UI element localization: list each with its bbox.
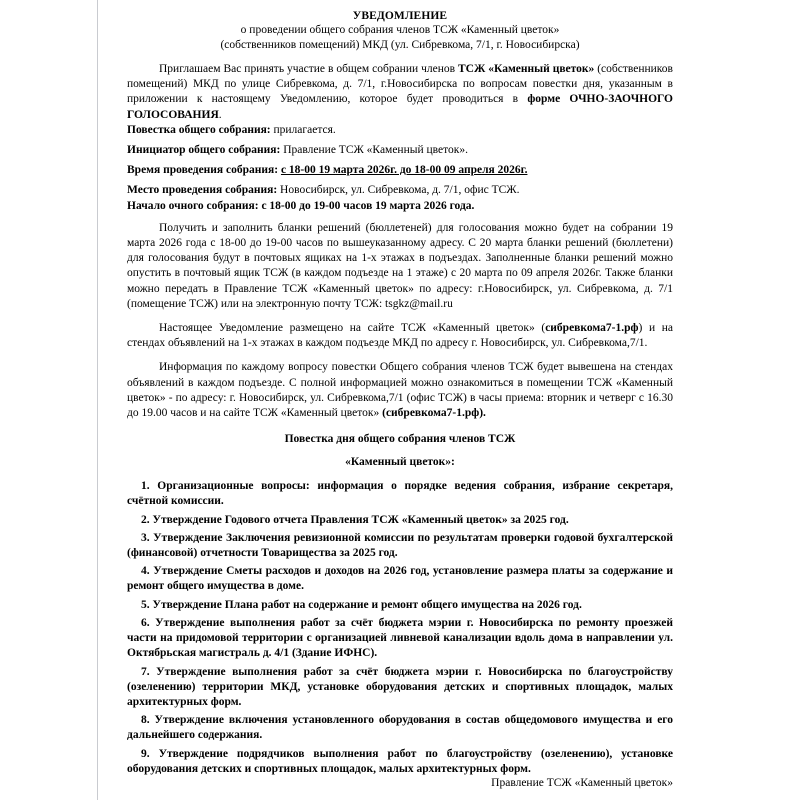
signature-block: Правление ТСЖ «Каменный цветок»: [491, 777, 673, 789]
document-content: [127, 9, 673, 777]
agenda-item: 7. Утверждение выполнения работ за счёт бюджета мэрии г. Новосибирска по благоустройству (озеленению) территории МКД, установке оборудования детских и спортивных площадок, малых архитектурных форм.: [127, 665, 673, 708]
voting-form-bold: форме ОЧНО-ЗАОЧНОГО ГОЛОСОВАНИЯ: [127, 93, 673, 121]
meeting-time-label: Время проведения собрания:: [127, 164, 279, 177]
document-subtitle-line1: о проведении общего собрания членов ТСЖ «Каменный цветок»: [240, 24, 560, 36]
agenda-item: 8. Утверждение включения установленного оборудования в состав общедомового имущества и его дальнейшего содержания.: [127, 714, 673, 742]
website-bold-2: (сибревкома7-1.рф).: [382, 407, 486, 420]
agenda-item: 4. Утверждение Сметы расходов и доходов на 2026 год, установление размера платы за содержание и ремонт общего имущества в доме.: [127, 565, 673, 593]
website-bold-1: сибревкома7-1.рф: [545, 322, 639, 335]
agenda-attached-label: Повестка общего собрания:: [127, 123, 271, 136]
agenda-item: 9. Утверждение подрядчиков выполнения работ по благоустройству (озеленению), установке оборудования детских и спортивных площадок, малых архитектурных форм.: [127, 747, 673, 775]
invitation-text-1: Приглашаем Вас принять участие в общем собрании членов: [159, 63, 458, 75]
initiator-line: [127, 143, 673, 158]
hoa-name-bold-1: ТСЖ «Каменный цветок»: [457, 63, 595, 75]
initiator-label: Инициатор общего собрания:: [127, 144, 281, 157]
agenda-heading-line1: Повестка дня общего собрания членов ТСЖ: [284, 433, 516, 446]
invitation-paragraph: [127, 62, 673, 123]
agenda-attached-value: прилагается.: [270, 123, 336, 136]
meeting-time-line: [127, 163, 673, 178]
page-gutter-rule: [97, 0, 98, 800]
ballot-instructions-paragraph: Получить и заполнить бланки решений (бюллетеней) для голосования можно будет на собрании 19 марта 2026 года с 18-00 до 19-00 часов по вышеуказанному адресу. С 20 марта бланки решений (бюллетени) для голосования будут в почтовых ящиках на 1-х этажах в подъездах. Заполненные бланки решений можно опустить в почтовый ящик ТСЖ (в каждом подъезде на 1 этаже) с 20 марта по 09 апреля 2026г. Также бланки можно передать в Правление ТСЖ «Каменный цветок» по адресу: г.Новосибирск, ул. Сибревкома, д. 7/1 (помещение ТСЖ) или на электронную почту ТСЖ: tsgkz@mail.ru: [127, 221, 673, 310]
agenda-item: 3. Утверждение Заключения ревизионной комиссии по результатам проверки годовой бухгалтерской (финансовой) отчетности Товарищества за 2025 год.: [127, 531, 673, 560]
agenda-item: 2. Утверждение Годового отчета Правления ТСЖ «Каменный цветок» за 2025 год.: [141, 513, 569, 526]
agenda-attached-line: [127, 123, 673, 138]
invitation-text-3: .: [218, 108, 222, 121]
invitation-text-2: (собственников помещений) МКД по улице Сибревкома, д. 7/1, г.Новосибирска по вопросам повестки дня, указанным в приложении к настоящему Уведомлению, которое будет проводиться в: [127, 63, 673, 106]
notice-placement-text-2: ) и на стендах объявлений на 1-х этажах в каждом подъезде МКД по адресу г. Новосибирск, ул. Сибревкома,7/1.: [127, 322, 673, 350]
document-subtitle-line2: (собственников помещений) МКД (ул. Сибревкома, 7/1, г. Новосибирска): [220, 39, 580, 51]
meeting-time-value: с 18-00 19 марта 2026г. до 18-00 09 апреля 2026г.: [280, 164, 528, 177]
agenda-heading-line2: «Каменный цветок»:: [345, 455, 455, 468]
agenda-item: 5. Утверждение Плана работ на содержание и ремонт общего имущества на 2026 год.: [141, 598, 582, 611]
document-title: УВЕДОМЛЕНИЕ: [352, 10, 448, 22]
meeting-place-value: Новосибирск, ул. Сибревкома, д. 7/1, офис ТСЖ.: [277, 184, 520, 197]
meeting-start-value: с 18-00 до 19-00 часов 19 марта 2026 года.: [258, 199, 475, 212]
agenda-item: 1. Организационные вопросы: информация о порядке ведения собрания, избрание секретаря, счётной комиссии.: [127, 480, 673, 508]
information-access-text-1: Информация по каждому вопросу повестки Общего собрания членов ТСЖ будет вывешена на стендах объявлений в каждом подъезде. С полной информацией можно ознакомиться в помещении ТСЖ «Каменный цветок» - по адресу: г. Новосибирск, ул. Сибревкома,7/1 (офис ТСЖ) в часы приема: вторник и четверг с 16.30 до 19.00 часов и на сайте ТСЖ «Каменный цветок»: [127, 361, 673, 420]
initiator-value: Правление ТСЖ «Каменный цветок».: [280, 144, 468, 157]
meeting-place-label: Место проведения собрания:: [127, 184, 278, 197]
meeting-start-label: Начало очного собрания:: [127, 199, 259, 212]
information-access-paragraph: [127, 360, 673, 421]
agenda-item: 6. Утверждение выполнения работ за счёт бюджета мэрии г. Новосибирска по ремонту проезжей части на придомовой территории с организацией ливневой канализации вдоль дома в направлении ул. Октябрьская магистраль д. 4/1 (Здание ИФНС).: [127, 616, 673, 660]
notice-placement-paragraph: [127, 321, 673, 351]
meeting-place-line: [127, 183, 673, 198]
notice-placement-text-1: Настоящее Уведомление размещено на сайте ТСЖ «Каменный цветок» (: [159, 322, 546, 335]
meeting-start-line: [127, 199, 673, 214]
